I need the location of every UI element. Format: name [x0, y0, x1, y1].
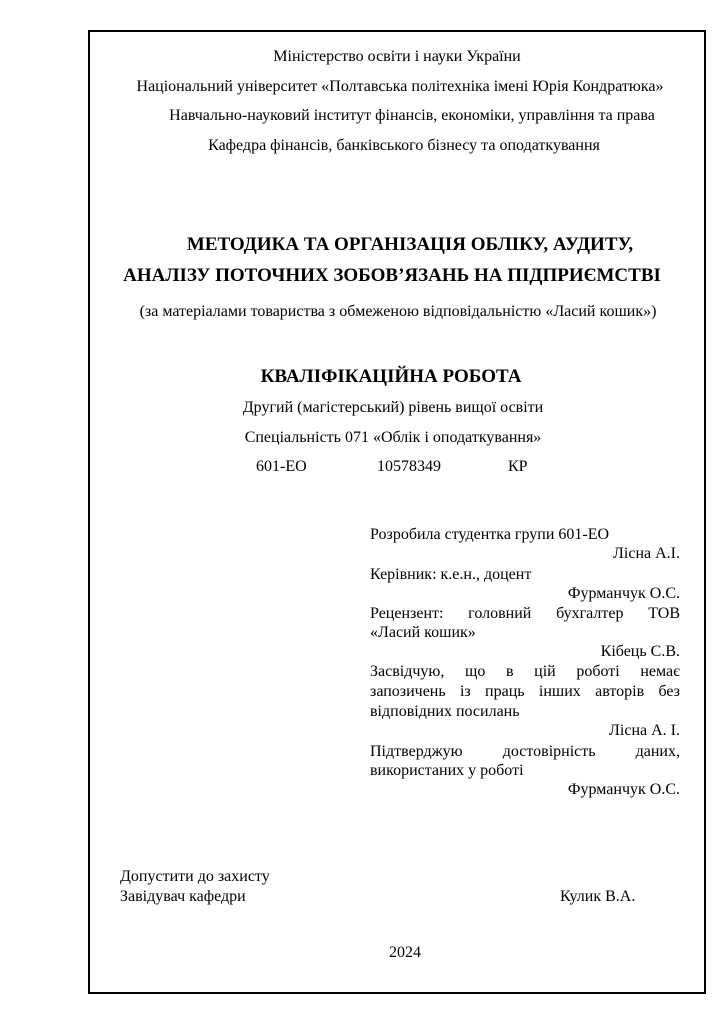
title-line-1: МЕТОДИКА ТА ОРГАНІЗАЦІЯ ОБЛІКУ, АУДИТУ,: [186, 234, 634, 255]
specialty: Спеціальність 071 «Облік і оподаткування»: [244, 429, 542, 446]
certification-name: Лісна А. І.: [609, 722, 680, 739]
head-label: Завідувач кафедри: [120, 888, 246, 905]
confirmation-line-1: Підтверджую достовірність даних,: [370, 743, 680, 760]
department: Кафедра фінансів, банківського бізнесу та оподаткування: [208, 137, 600, 154]
supervisor-name: Фурманчук О.С.: [567, 585, 680, 602]
certification-line-2: запозичень із праць інших авторів без: [370, 683, 680, 700]
work-type: КВАЛІФІКАЦІЙНА РОБОТА: [260, 366, 522, 387]
head-name: Кулик В.А.: [560, 888, 636, 905]
record-code: 10578349: [377, 458, 441, 475]
university: Національний університет «Полтавська політехніка імені Юрія Кондратюка»: [136, 78, 664, 95]
title-line-2: АНАЛІЗУ ПОТОЧНИХ ЗОБОВ’ЯЗАНЬ НА ПІДПРИЄМСТВІ: [123, 265, 661, 286]
confirmation-line-2: використаних у роботі: [370, 762, 524, 779]
reviewer-company: «Ласий кошик»: [370, 624, 476, 641]
student-label: Розробила студентка групи 601-ЕО: [370, 526, 610, 543]
education-level: Другий (магістерський) рівень вищої освіти: [242, 399, 544, 416]
admit-to-defense: Допустити до захисту: [120, 868, 270, 885]
reviewer-name: Кібець С.В.: [600, 643, 680, 660]
page-border: [88, 30, 706, 994]
certification-line-3: відповідних посилань: [370, 703, 520, 720]
supervisor-label: Керівник: к.е.н., доцент: [370, 566, 532, 583]
title-subtitle: (за матеріалами товариства з обмеженою відповідальністю «Ласий кошик»): [139, 303, 657, 320]
ministry: Міністерство освіти і науки України: [273, 48, 521, 65]
certification-line-1: Засвідчую, що в цій роботі немає: [370, 663, 680, 680]
institute: Навчально-науковий інститут фінансів, економіки, управління та права: [169, 107, 655, 124]
group-code: 601-ЕО: [256, 458, 307, 475]
student-name: Лісна А.І.: [613, 545, 680, 562]
confirmation-name: Фурманчук О.С.: [567, 781, 680, 798]
year: 2024: [389, 944, 421, 961]
work-abbr: КР: [508, 458, 528, 475]
reviewer-label: Рецензент: головний бухгалтер ТОВ: [370, 605, 680, 622]
